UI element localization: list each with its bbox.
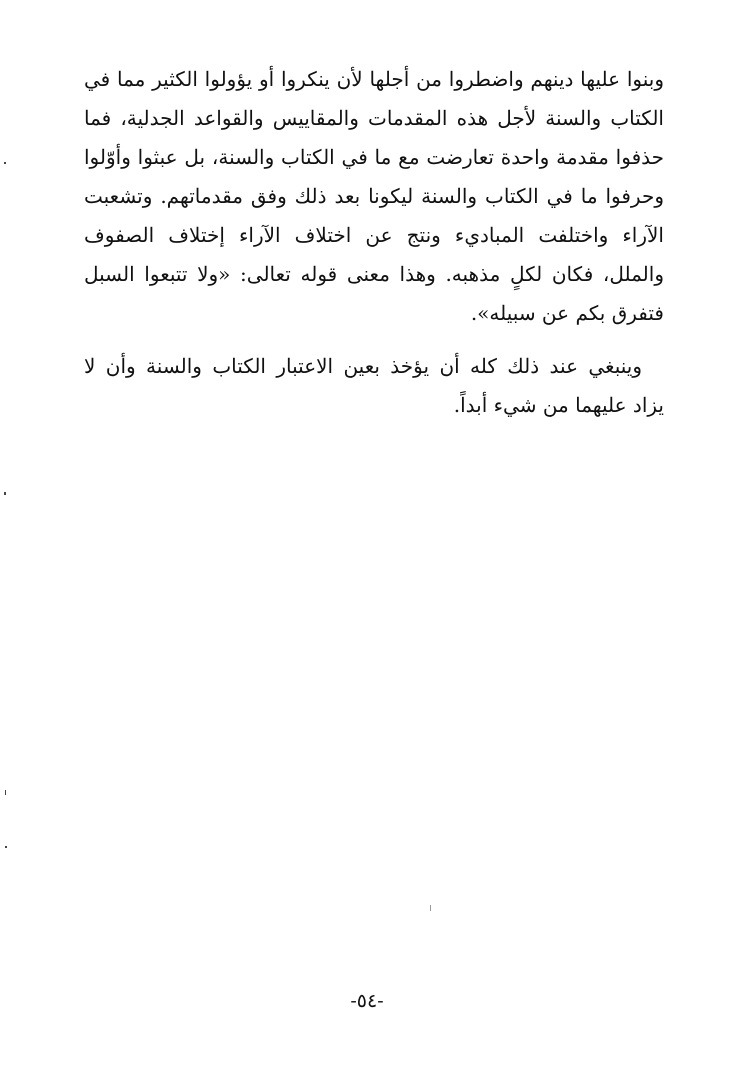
text-line: فتفرق بكم عن سبيله». — [470, 301, 664, 325]
text-line: يزاد عليهما من شيء أبداً. — [453, 393, 664, 417]
text-line: وبنوا عليها دينهم واضطروا من أجلها لأن ينكروا أو يؤولوا الكثير مما في — [84, 67, 664, 91]
body-text — [84, 60, 664, 425]
page-number: -٥٤- — [350, 990, 384, 1012]
paragraph-2 — [84, 347, 664, 425]
scan-speck — [430, 905, 431, 911]
text-line: والملل، فكان لكلٍ مذهبه. وهذا معنى قوله تعالى: «ولا تتبعوا السبل — [84, 262, 664, 286]
text-line: وينبغي عند ذلك كله أن يؤخذ بعين الاعتبار الكتاب والسنة وأن لا — [84, 354, 642, 378]
text-line: وحرفوا ما في الكتاب والسنة ليكونا بعد ذلك وفق مقدماتهم. وتشعبت — [84, 184, 664, 208]
text-line: الآراء واختلفت المباديء ونتج عن اختلاف الآراء إختلاف الصفوف — [84, 223, 664, 247]
scan-speck — [5, 790, 6, 795]
text-line: حذفوا مقدمة واحدة تعارضت مع ما في الكتاب والسنة، بل عبثوا وأوّلوا — [84, 145, 664, 169]
scan-speck — [4, 492, 6, 495]
paragraph-1 — [84, 60, 664, 333]
scan-speck — [5, 846, 7, 848]
text-line: الكتاب والسنة لأجل هذه المقدمات والمقاييس والقواعد الجدلية، فما — [84, 106, 664, 130]
scan-speck — [4, 162, 6, 164]
